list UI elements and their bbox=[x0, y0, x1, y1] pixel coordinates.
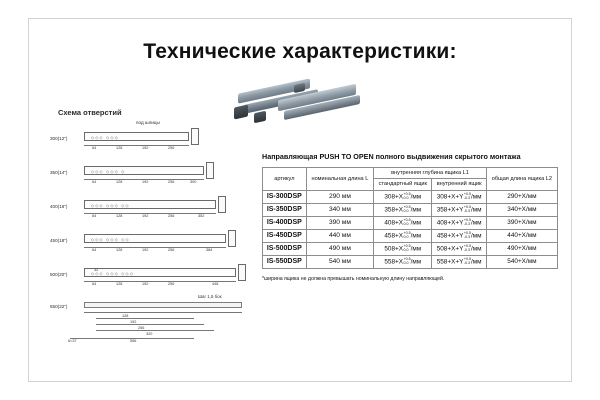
dimension-text: 256 bbox=[168, 248, 175, 252]
dimension-text: 192 bbox=[142, 282, 149, 286]
cell-inner-suffix: /мм bbox=[470, 206, 482, 214]
dimension-text: 128 bbox=[116, 282, 123, 286]
drawing-holes: ◇◇◇ ◇◇◇ ◇◇ bbox=[91, 237, 130, 242]
cell-inner bbox=[432, 243, 486, 256]
spec-table-heading: Направляющая PUSH TO OPEN полного выдвижения скрытого монтажа bbox=[262, 152, 521, 161]
spec-table-block bbox=[262, 152, 558, 282]
dimension-text: 64 bbox=[92, 214, 97, 218]
cell-inner-base: 508+X+Y bbox=[436, 245, 464, 253]
dimension-text: 256 bbox=[168, 214, 175, 218]
dimension-text: 256 bbox=[138, 326, 145, 330]
drawing-row-label: 350(14") bbox=[50, 170, 68, 175]
tolerance: +0.5 -0.3 bbox=[463, 218, 471, 226]
cell-standard-suffix: /мм bbox=[410, 258, 422, 266]
cell-total: 340+X/мм bbox=[486, 203, 557, 216]
cell-standard-base: 458+X bbox=[384, 232, 404, 240]
table-row bbox=[263, 203, 558, 216]
dimension-text: 64 bbox=[92, 282, 97, 286]
cell-article: IS-550DSP bbox=[263, 256, 307, 269]
tolerance: +0.5 -0.3 bbox=[463, 257, 471, 265]
table-row bbox=[263, 229, 558, 242]
cell-standard-suffix: /мм bbox=[410, 193, 422, 201]
dimension-line bbox=[96, 330, 214, 331]
cell-total: 390+X/мм bbox=[486, 216, 557, 229]
drawing-holes: ◇◇◇ ◇◇◇ ◇ bbox=[91, 169, 126, 174]
cell-nominal: 390 мм bbox=[306, 216, 373, 229]
drawing-endcap bbox=[206, 162, 214, 179]
drawing-row-label: 500(20") bbox=[50, 272, 68, 277]
tolerance: +0.5 -0.3 bbox=[463, 205, 471, 213]
cell-total: 440+X/мм bbox=[486, 229, 557, 242]
dimension-text: 192 bbox=[142, 248, 149, 252]
table-row bbox=[263, 256, 558, 269]
cell-standard bbox=[374, 203, 432, 216]
drawing-rail-bar bbox=[84, 234, 226, 243]
drawing-endcap bbox=[238, 264, 246, 281]
drawing-rail-bar bbox=[84, 302, 242, 308]
cell-inner bbox=[432, 203, 486, 216]
dimension-text: 192 bbox=[130, 320, 137, 324]
cell-inner bbox=[432, 256, 486, 269]
dimension-line bbox=[84, 247, 226, 248]
dimension-text: 384 bbox=[206, 248, 213, 252]
rail-clip bbox=[254, 111, 266, 124]
drawing-row-label: 400(16") bbox=[50, 204, 68, 209]
table-row bbox=[263, 190, 558, 203]
dimension-text: 128 bbox=[122, 314, 129, 318]
cell-inner-base: 308+X+Y bbox=[436, 193, 464, 201]
tolerance: +0.5 0.0 bbox=[403, 257, 411, 265]
cell-standard bbox=[374, 229, 432, 242]
col-total-length: общая длина ящика L2 bbox=[486, 168, 557, 191]
cell-nominal: 340 мм bbox=[306, 203, 373, 216]
tolerance: +0.5 0.0 bbox=[403, 231, 411, 239]
dimension-line bbox=[84, 312, 242, 313]
col-article: артикул bbox=[263, 168, 307, 191]
drawing-subtitle: под шлицы bbox=[136, 120, 160, 125]
cell-article: IS-500DSP bbox=[263, 243, 307, 256]
cell-standard-base: 558+X bbox=[384, 258, 404, 266]
cell-inner-base: 408+X+Y bbox=[436, 219, 464, 227]
cell-nominal: 540 мм bbox=[306, 256, 373, 269]
cell-nominal: 290 мм bbox=[306, 190, 373, 203]
tolerance: +0.5 0.0 bbox=[403, 191, 411, 200]
tolerance: +0.5 -0.3 bbox=[463, 191, 471, 200]
drawing-row-label: 300(12") bbox=[50, 136, 68, 141]
table-row bbox=[263, 243, 558, 256]
cell-inner-suffix: /мм bbox=[470, 193, 482, 201]
dimension-text: 128 bbox=[116, 248, 123, 252]
table-footnote: *ширина ящика не должна превышать номинальную длину направляющей. bbox=[262, 276, 445, 283]
drawing-row-label: 450(18") bbox=[50, 238, 68, 243]
cell-nominal: 440 мм bbox=[306, 229, 373, 242]
cell-standard-suffix: /мм bbox=[410, 206, 422, 214]
page-title: Технические характеристики: bbox=[143, 40, 457, 63]
dimension-text: 32 bbox=[94, 268, 99, 272]
dimension-text: 192 bbox=[142, 214, 149, 218]
cell-article: IS-450DSP bbox=[263, 229, 307, 242]
drawing-title: Схема отверстий bbox=[58, 108, 122, 117]
dimension-text: 256 bbox=[168, 180, 175, 184]
dimension-line bbox=[84, 213, 216, 214]
dimension-text: 448 bbox=[212, 282, 219, 286]
tolerance: +0.5 0.0 bbox=[403, 205, 411, 213]
dimension-line bbox=[96, 318, 194, 319]
dimension-text: 128 bbox=[116, 146, 123, 150]
dimension-text: 256 bbox=[168, 282, 175, 286]
cell-standard-base: 308+X bbox=[384, 193, 404, 201]
drawing-rail-bar bbox=[84, 132, 189, 141]
product-photo bbox=[232, 82, 362, 130]
drawing-row-label: 550(22") bbox=[50, 304, 68, 309]
cell-inner-base: 558+X+Y bbox=[436, 258, 464, 266]
tolerance: +0.5 -0.3 bbox=[463, 231, 471, 239]
cell-inner-suffix: /мм bbox=[470, 219, 482, 227]
cell-total: 290+X/мм bbox=[486, 190, 557, 203]
dimension-text: 64 bbox=[92, 146, 97, 150]
dimension-text: 556 bbox=[130, 339, 137, 343]
dimension-text: 6=37 bbox=[68, 339, 77, 343]
dimension-text: 192 bbox=[142, 180, 149, 184]
dimension-text: 128 bbox=[116, 180, 123, 184]
drawing-endcap bbox=[218, 196, 226, 213]
cell-nominal: 490 мм bbox=[306, 243, 373, 256]
cell-inner-base: 458+X+Y bbox=[436, 232, 464, 240]
cell-standard-suffix: /мм bbox=[410, 219, 422, 227]
dimension-text: 64 bbox=[92, 248, 97, 252]
cell-inner-suffix: /мм bbox=[470, 245, 482, 253]
dimension-line bbox=[96, 324, 204, 325]
cell-inner bbox=[432, 229, 486, 242]
tolerance: +0.5 0.0 bbox=[403, 244, 411, 252]
col-nominal-length: номинальная длина L bbox=[306, 168, 373, 191]
cell-inner-suffix: /мм bbox=[470, 258, 482, 266]
dimension-text: 192 bbox=[142, 146, 149, 150]
col-standard-drawer: стандартный ящик bbox=[374, 179, 432, 190]
cell-standard-suffix: /мм bbox=[410, 245, 422, 253]
drawing-rail-bar bbox=[84, 166, 204, 175]
cell-standard bbox=[374, 243, 432, 256]
cell-inner-base: 358+X+Y bbox=[436, 206, 464, 214]
col-inner-drawer: внутренний ящик bbox=[432, 179, 486, 190]
hole-pattern-drawing bbox=[50, 108, 240, 343]
cell-standard bbox=[374, 190, 432, 203]
cell-inner-suffix: /мм bbox=[470, 232, 482, 240]
dimension-text: 320 bbox=[146, 332, 153, 336]
cell-total: 540+X/мм bbox=[486, 256, 557, 269]
tolerance: +0.5 -0.3 bbox=[463, 244, 471, 252]
col-group-inner-depth: внутренняя глубина ящика L1 bbox=[374, 168, 487, 179]
tolerance: +0.5 0.0 bbox=[403, 218, 411, 226]
drawing-holes: ◇◇◇ ◇◇◇ bbox=[91, 135, 119, 140]
cell-inner bbox=[432, 190, 486, 203]
cell-standard bbox=[374, 256, 432, 269]
cell-total: 490+X/мм bbox=[486, 243, 557, 256]
dimension-text: 256 bbox=[168, 146, 175, 150]
cell-standard-base: 408+X bbox=[384, 219, 404, 227]
drawing-note: Шаг 1,5 бок bbox=[198, 294, 222, 299]
drawing-rail-bar bbox=[84, 200, 216, 209]
dimension-text: 300 bbox=[190, 180, 197, 184]
cell-article: IS-400DSP bbox=[263, 216, 307, 229]
cell-inner bbox=[432, 216, 486, 229]
drawing-holes: ◇◇◇ ◇◇◇ ◇◇◇ bbox=[91, 271, 135, 276]
drawing-holes: ◇◇◇ ◇◇◇ ◇◇ bbox=[91, 203, 130, 208]
drawing-endcap bbox=[228, 230, 236, 247]
cell-standard-suffix: /мм bbox=[410, 232, 422, 240]
dimension-text: 128 bbox=[116, 214, 123, 218]
drawing-rail-bar bbox=[84, 268, 236, 277]
table-row bbox=[263, 216, 558, 229]
spec-table bbox=[262, 167, 558, 269]
cell-article: IS-350DSP bbox=[263, 203, 307, 216]
dimension-text: 352 bbox=[198, 214, 205, 218]
cell-standard bbox=[374, 216, 432, 229]
cell-standard-base: 508+X bbox=[384, 245, 404, 253]
dimension-text: 64 bbox=[92, 180, 97, 184]
table-header-row-1 bbox=[263, 168, 558, 179]
cell-standard-base: 358+X bbox=[384, 206, 404, 214]
cell-article: IS-300DSP bbox=[263, 190, 307, 203]
drawing-endcap bbox=[191, 128, 199, 145]
